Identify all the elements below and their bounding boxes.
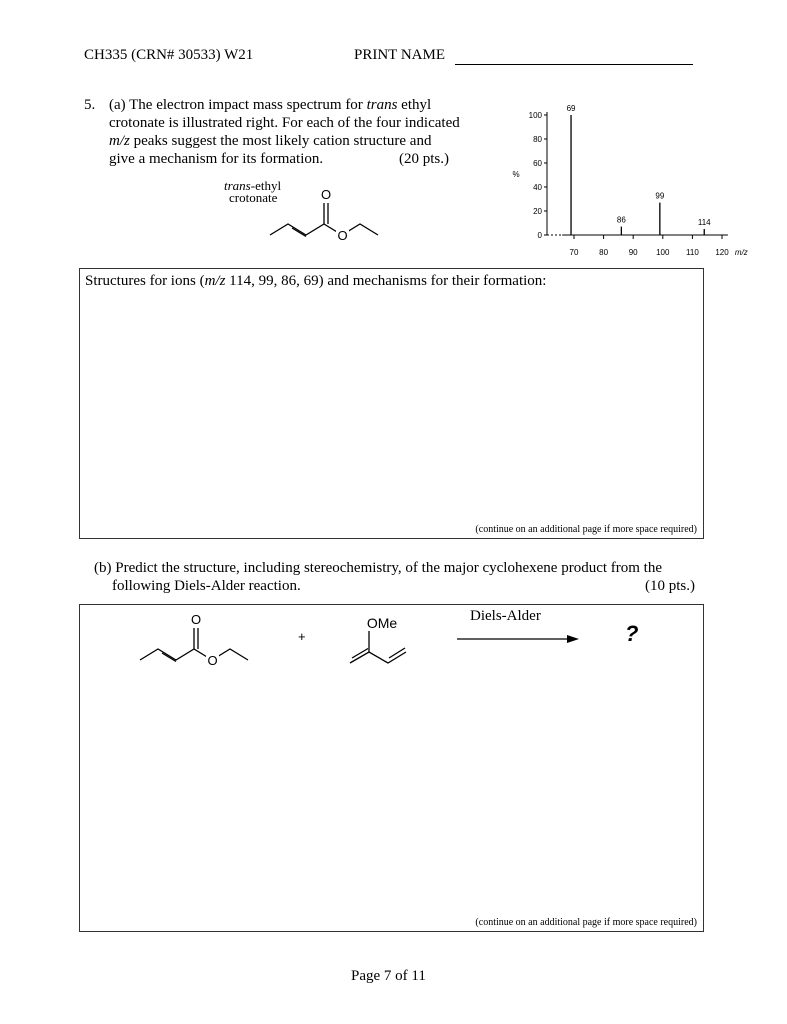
ms-y-tick-label: 60 — [533, 159, 542, 168]
ms-x-tick-label: 120 — [715, 248, 729, 257]
ms-y-axis-label: % — [512, 170, 520, 179]
mass-spectrum-chart — [500, 95, 748, 260]
points-b: (10 pts.) — [645, 578, 695, 594]
ms-x-tick-label: 110 — [686, 248, 699, 257]
print-name-line[interactable] — [455, 64, 693, 65]
page-number: Page 7 of 11 — [351, 968, 426, 984]
ms-peak-label-69: 69 — [566, 104, 576, 113]
molecule-label: trans-ethyl crotonate — [224, 178, 282, 205]
ms-x-axis-label: m/z — [734, 248, 748, 257]
ethyl-crotonate-structure-b — [132, 611, 272, 671]
question-a-text: (a) The electron impact mass spectrum for trans ethyl crotonate is illustrated right. For each of the four indicated m/z peaks suggest the most likely cation structure and give a mechanism for its formation. (20 pts.) — [109, 97, 460, 167]
ms-peak-label-86: 86 — [616, 215, 626, 225]
arrow-label: Diels-Alder — [470, 608, 541, 624]
continue-note-b: (continue on an additional page if more space required) — [475, 917, 697, 928]
answer-box-a-title: Structures for ions (m/z 114, 99, 86, 69) and mechanisms for their formation: — [85, 273, 547, 289]
continue-note-a: (continue on an additional page if more space required) — [475, 524, 697, 535]
answer-box-a[interactable] — [79, 268, 704, 539]
ethyl-crotonate-structure-a — [262, 186, 402, 246]
course-header: CH335 (CRN# 30533) W21 — [84, 47, 254, 63]
ms-peak-label-114: 114 — [697, 218, 711, 227]
plus-sign: + — [298, 629, 306, 644]
ms-y-tick-label: 20 — [533, 207, 542, 216]
answer-box-b[interactable] — [79, 604, 704, 932]
methoxy-butadiene-structure — [342, 611, 422, 671]
carbonyl-oxygen-label-b: O — [190, 612, 202, 627]
ester-oxygen-label: O — [337, 228, 348, 243]
ms-y-tick-label: 0 — [537, 231, 542, 240]
ms-y-tick-label: 40 — [533, 183, 542, 192]
ms-peak-label-99: 99 — [655, 191, 665, 201]
question-number: 5. — [84, 97, 96, 113]
points-a: (20 pts.) — [399, 151, 449, 167]
ester-oxygen-label-b: O — [207, 653, 218, 668]
ms-x-tick-label: 80 — [599, 248, 609, 257]
reaction-arrow — [455, 633, 580, 645]
ome-label: OMe — [366, 615, 398, 631]
product-question-mark: ? — [625, 621, 639, 646]
ms-y-tick-label: 80 — [533, 135, 542, 144]
ms-x-tick-label: 90 — [628, 248, 638, 257]
ms-x-tick-label: 70 — [569, 248, 579, 257]
ms-y-tick-label: 100 — [528, 111, 542, 120]
print-name-label: PRINT NAME — [354, 47, 445, 63]
carbonyl-oxygen-label: O — [320, 187, 332, 202]
question-b-text: (b) Predict the structure, including stereochemistry, of the major cyclohexene product from the following Diels-Alder reaction. (10 pts.) — [94, 560, 695, 594]
ms-x-tick-label: 100 — [656, 248, 670, 257]
